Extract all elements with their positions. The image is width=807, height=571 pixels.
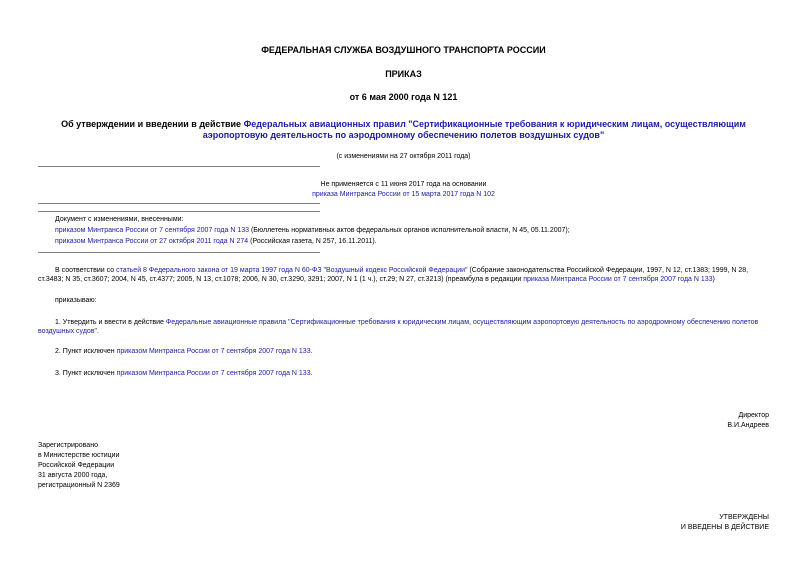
preamble-order-link[interactable]: приказа Минтранса России от 7 сентября 2007 года N 133 <box>523 276 713 283</box>
registration-line: Российской Федерации <box>38 462 115 469</box>
divider <box>38 166 320 167</box>
item-prefix: 1. Утвердить и ввести в действие <box>55 319 166 326</box>
registration-line: 31 августа 2000 года, <box>38 472 108 479</box>
preamble-text: (Собрание законодательства Российской Федерации, 1997, N 12, ст.1383; 1999, N 28, ст.3483; N 35, ст.3607; 2004, N 45, ст.4377; 2005, N 13, ст.1078; 2006, N 30, ст.3290, 3291; 2007, N 1 (1 ч.), ст.29; N 27, ст.3213) (преамбула в редакции <box>38 267 749 283</box>
title-prefix: Об утверждении и введении в действие <box>61 119 244 129</box>
amended-note: (с изменениями на 27 октября 2011 года) <box>336 153 471 160</box>
change-order-133-link[interactable]: приказом Минтранса России от 7 сентября 2007 года N 133 <box>55 227 250 234</box>
preamble-text: ) <box>712 276 715 283</box>
status-text: Не применяется с 11 июня 2017 года на основании <box>320 181 487 188</box>
item-suffix: . <box>97 328 99 335</box>
order-item <box>55 347 769 356</box>
approved-line: УТВЕРЖДЕНЫ <box>719 514 769 521</box>
status-order-link[interactable]: приказа Минтранса России от 15 марта 2017 года N 102 <box>312 191 495 198</box>
item-prefix: 3. Пункт исключен <box>55 370 117 377</box>
status-line2 <box>0 190 807 199</box>
registration-line: в Министерстве юстиции <box>38 452 120 459</box>
order-item <box>38 318 769 336</box>
changes-intro: Документ с изменениями, внесенными: <box>55 216 184 223</box>
order-word: приказываю: <box>55 297 97 304</box>
item-suffix: . <box>310 370 313 377</box>
date-number-heading: от 6 мая 2000 года N 121 <box>349 92 458 102</box>
divider <box>38 203 320 204</box>
preamble-text: В соответствии со <box>55 267 117 274</box>
document-title <box>50 119 757 141</box>
changes-item <box>55 226 775 235</box>
approved-line: И ВВЕДЕНЫ В ДЕЙСТВИЕ <box>680 524 769 531</box>
signature-position: Директор <box>738 412 769 419</box>
change-source: (Российская газета, N 257, 16.11.2011). <box>248 238 377 245</box>
excluded-by-order-link[interactable]: приказом Минтранса России от 7 сентября 2007 года N 133 <box>116 370 311 377</box>
divider <box>38 252 320 253</box>
title-rules-link[interactable]: Федеральных авиационных правил "Сертификационные требования к юридическим лицам, осуществляющим аэропортовую деятельность по аэродромному обеспечению полетов воздушных судов" <box>202 119 746 140</box>
order-item <box>55 369 769 378</box>
change-order-274-link[interactable]: приказом Минтранса России от 27 октября 2011 года N 274 <box>55 238 249 245</box>
item-suffix: . <box>310 348 313 355</box>
air-code-article-link[interactable]: статьей 8 Федерального закона от 19 марта 1997 года N 60-ФЗ "Воздушный кодекс Российской Федерации" <box>116 267 468 274</box>
doc-type-heading: ПРИКАЗ <box>385 69 422 79</box>
rules-link[interactable]: Федеральные авиационные правила "Сертификационные требования к юридическим лицам, осуществляющим аэропортовую деятельность по аэродромному обеспечению полетов воздушных судов" <box>38 319 759 335</box>
signature-name: В.И.Андреев <box>727 422 769 429</box>
item-prefix: 2. Пункт исключен <box>55 348 117 355</box>
change-source: (Бюллетень нормативных актов федеральных органов исполнительной власти, N 45, 05.11.2007); <box>249 227 570 234</box>
registration-line: Зарегистрировано <box>38 442 98 449</box>
divider <box>38 211 320 212</box>
excluded-by-order-link[interactable]: приказом Минтранса России от 7 сентября 2007 года N 133 <box>116 348 311 355</box>
agency-heading: ФЕДЕРАЛЬНАЯ СЛУЖБА ВОЗДУШНОГО ТРАНСПОРТА РОССИИ <box>261 45 546 55</box>
changes-item <box>55 237 775 246</box>
registration-line: регистрационный N 2369 <box>38 482 120 489</box>
preamble-paragraph <box>38 266 769 284</box>
